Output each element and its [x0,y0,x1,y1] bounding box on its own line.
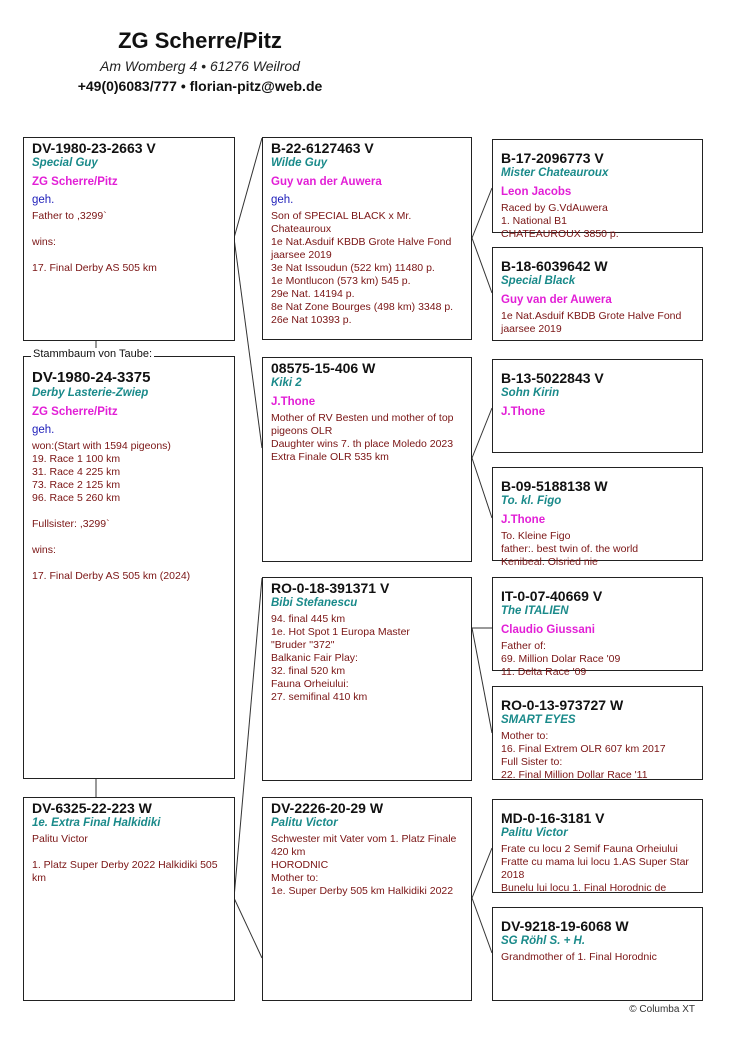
pigeon-info: Palitu Victor 1. Platz Super Derby 2022 Halkidiki 505 km [32,833,218,884]
pigeon-info: To. Kleine Figo father:. best twin of. the world Kenibeal. Olsried nie [501,530,639,568]
ring-number: B-13-5022843 V [501,370,604,386]
gender: geh. [32,424,55,436]
breeder: Guy van der Auwera [501,294,612,306]
ring-number: IT-0-07-40669 V [501,588,603,604]
ring-number: DV-9218-19-6068 W [501,918,629,934]
pigeon-name: Derby Lasterie-Zwiep [32,387,149,399]
pigeon-name: Special Black [501,275,576,287]
ring-number: B-22-6127463 V [271,140,374,156]
breeder: J.Thone [501,514,546,526]
grandparent-box[interactable] [262,137,472,340]
pigeon-name: The ITALIEN [501,605,569,617]
breeder: ZG Scherre/Pitz [32,406,118,418]
pigeon-name: SMART EYES [501,714,576,726]
pigeon-name: Palitu Victor [501,827,568,839]
pigeon-info: 94. final 445 km 1e. Hot Spot 1 Europa Master "Bruder ''372" Balkanic Fair Play: 32. final 520 km Fauna Orheiului: 27. semifinal 410 km [271,613,410,703]
breeder: J.Thone [271,396,316,408]
ring-number: RO-0-13-973727 W [501,697,624,713]
grandparent-box[interactable] [262,577,472,781]
grandparent-box[interactable] [262,357,472,562]
gender: geh. [32,194,55,206]
grandparent-box[interactable] [262,797,472,1001]
ring-number: B-18-6039642 W [501,258,608,274]
pigeon-info: Father of: 69. Million Dolar Race '09 11. Delta Race '09 [501,640,621,678]
great-grandparent-box[interactable] [492,467,703,568]
ring-number: B-09-5188138 W [501,478,608,494]
ring-number: MD-0-16-3181 V [501,810,605,826]
breeder-name: ZG Scherre/Pitz [118,28,282,53]
pigeon-name: Special Guy [32,157,98,169]
pigeon-info: Father to ,3299` wins: 17. Final Derby AS 505 km [32,210,157,274]
pigeon-info: Schwester mit Vater vom 1. Platz Finale 420 km HORODNIC Mother to: 1e. Super Derby 505 km Halkidiki 2022 [271,833,457,897]
pigeon-info: Raced by G.VdAuwera 1. National B1 CHATEAUROUX 3850 p. [501,202,619,240]
breeder: J.Thone [501,406,546,418]
great-grandparent-box[interactable] [492,247,703,341]
pigeon-info: Frate cu locu 2 Semif Fauna Orheiului Fratte cu mama lui locu 1.AS Super Star 2018 Bunelu lui locu 1. Final Horodnic de [501,843,689,894]
great-grandparent-box[interactable] [492,139,703,240]
pigeon-name: Palitu Victor [271,817,338,829]
pigeon-name: SG Röhl S. + H. [501,935,586,947]
pigeon-name: Wilde Guy [271,157,328,169]
pigeon-info: Mother to: 16. Final Extrem OLR 607 km 2017 Full Sister to: 22. Final Million Dollar Race '11 [501,730,666,781]
ring-number: DV-6325-22-223 W [32,800,152,816]
great-grandparent-box[interactable] [492,359,703,453]
copyright-footer: © Columba XT [629,1004,695,1015]
great-grandparent-box[interactable] [492,577,703,678]
pigeon-name: Bibi Stefanescu [271,597,358,609]
ring-number: B-17-2096773 V [501,150,604,166]
ring-number: 08575-15-406 W [271,360,376,376]
ring-number: RO-0-18-391371 V [271,580,390,596]
sire-box[interactable] [23,137,235,341]
ring-number: DV-1980-24-3375 [32,369,151,386]
pigeon-info: Mother of RV Besten und mother of top pigeons OLR Daughter wins 7. th place Moledo 2023 Extra Finale OLR 535 km [271,412,454,463]
dam-box[interactable] [23,797,235,1001]
breeder: Claudio Giussani [501,624,595,636]
breeder-contact: +49(0)6083/777 • florian-pitz@web.de [77,78,323,94]
great-grandparent-box[interactable] [492,686,703,780]
pigeon-info: Son of SPECIAL BLACK x Mr. Chateauroux 1e Nat.Asduif KBDB Grote Halve Fond jaarsee 2019 3e Nat Issoudun (522 km) 11480 p. 1e Montlucon (573 km) 545 p. 29e Nat. 14194 p. 8e Nat Zone Bourges (498 km) 3348 p. 26e Nat 10393 p. [271,210,454,326]
breeder: Guy van der Auwera [271,176,382,188]
pigeon-info: won:(Start with 1594 pigeons) 19. Race 1 100 km 31. Race 4 225 km 73. Race 2 125 km 96. Race 5 260 km Fullsister: ,3299` wins: 17. Final Derby AS 505 km (2024) [32,440,191,582]
pigeon-name: To. kl. Figo [501,495,562,507]
great-grandparent-box[interactable] [492,907,703,1001]
breeder: Leon Jacobs [501,186,572,198]
ring-number: DV-1980-23-2663 V [32,140,156,156]
pigeon-name: Sohn Kirin [501,387,560,399]
great-grandparent-box[interactable] [492,799,703,893]
breeder: ZG Scherre/Pitz [32,176,118,188]
pigeon-name: Kiki 2 [271,377,302,389]
pigeon-info: 1e Nat.Asduif KBDB Grote Halve Fond jaarsee 2019 [501,310,685,335]
pigeon-info: Grandmother of 1. Final Horodnic [501,951,657,963]
pigeon-name: 1e. Extra Final Halkidiki [32,817,161,829]
pedigree-label: Stammbaum von Taube: [33,348,153,360]
pigeon-name: Mister Chateauroux [501,167,609,179]
breeder-address: Am Womberg 4 • 61276 Weilrod [100,58,300,74]
ring-number: DV-2226-20-29 W [271,800,384,816]
subject-pigeon-box[interactable] [23,356,235,779]
gender: geh. [271,194,294,206]
